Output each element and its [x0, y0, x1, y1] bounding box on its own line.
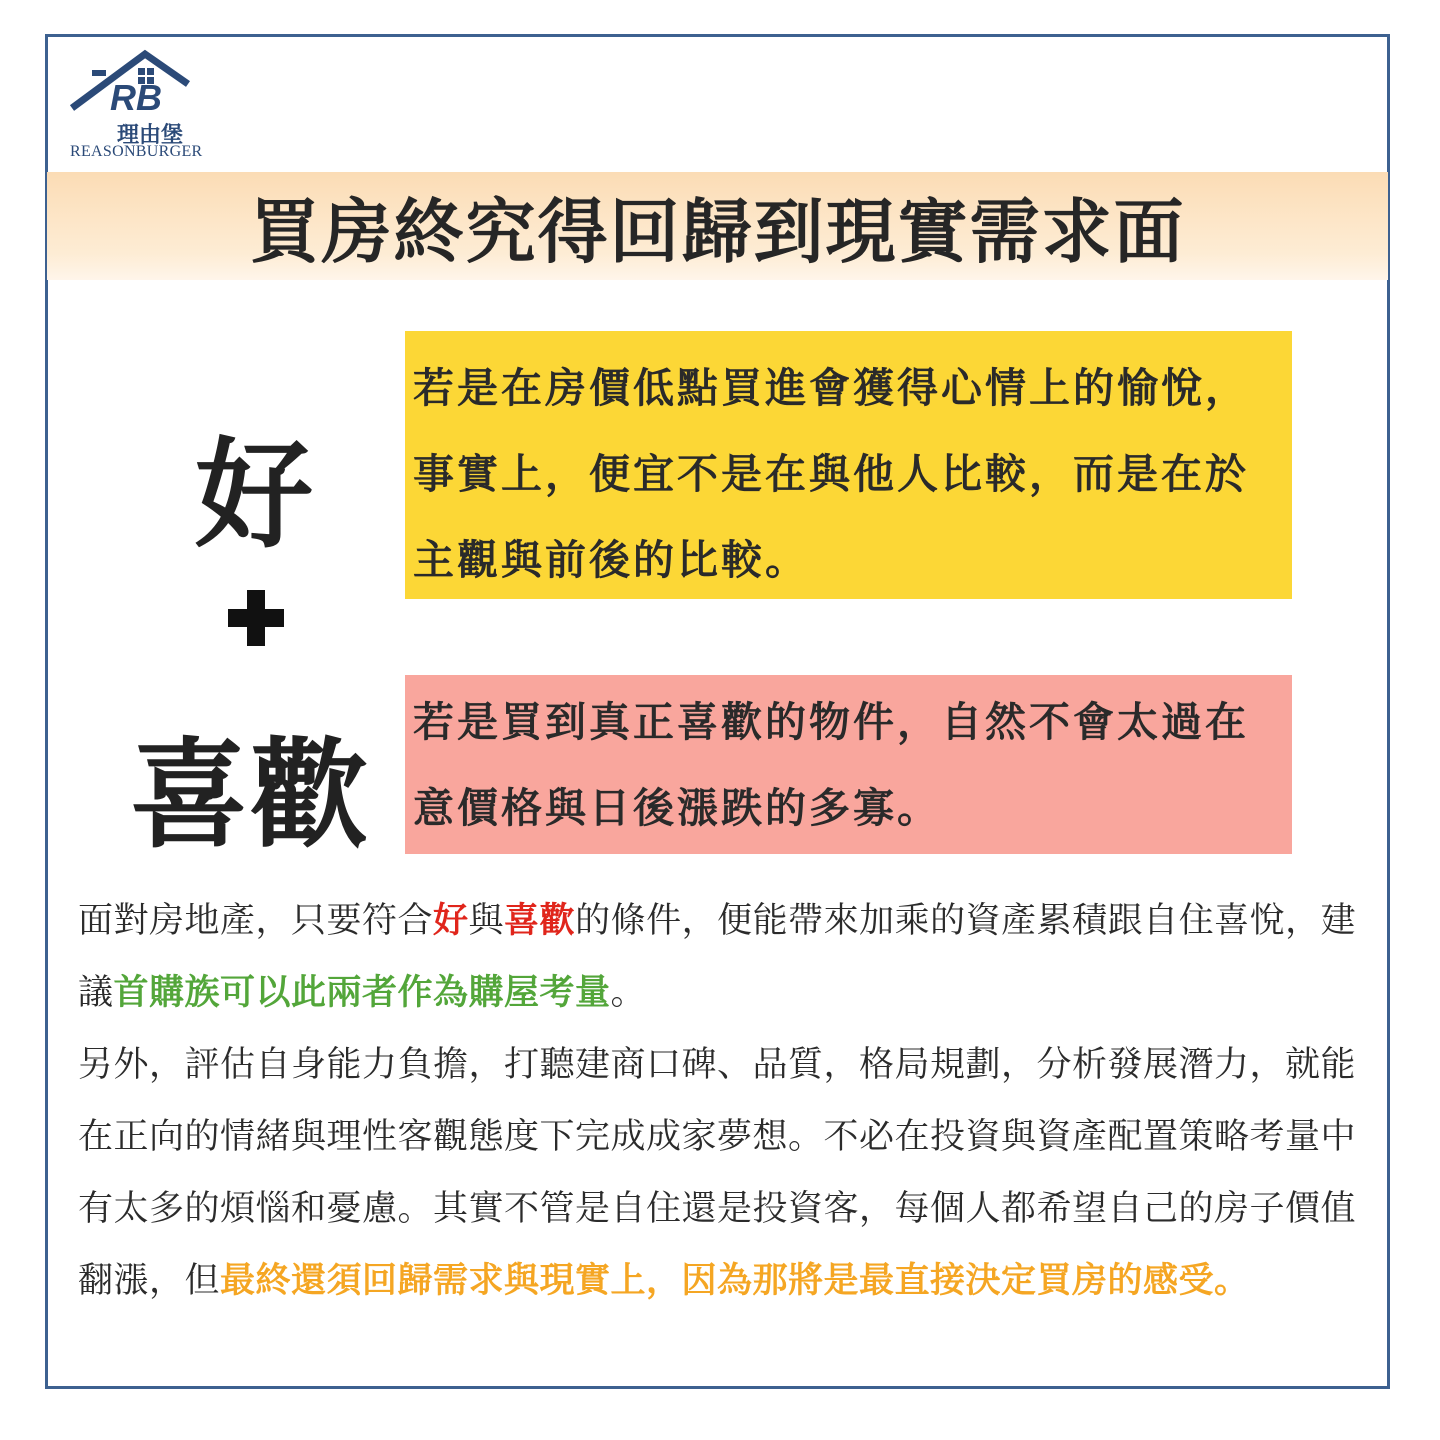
logo [70, 48, 220, 163]
p1-highlight-advice: 首購族可以此兩者作為購屋考量 [113, 973, 611, 1013]
paragraph-1 [78, 885, 1358, 1029]
keyword-like: 喜歡 [130, 726, 371, 864]
house-roof-icon [70, 48, 220, 123]
logo-name-cn: 理由堡 [116, 122, 183, 148]
good-explanation-box [405, 331, 1292, 599]
p1-text-3: 的條件，便能帶來加乘的資產累積跟自住喜悅，建議 [78, 901, 1357, 1013]
good-explanation-text: 若是在房價低點買進會獲得心情上的愉悅，事實上，便宜不是在與他人比較，而是在於主觀與前後的比較。 [413, 364, 1249, 584]
paragraph-2 [78, 1029, 1358, 1317]
plus-icon [228, 590, 284, 646]
p1-highlight-good: 好 [433, 901, 469, 941]
p2-highlight-conclusion: 最終還須回歸需求與現實上，因為那將是最直接決定買房的感受。 [220, 1261, 1250, 1301]
p1-text-2: 與 [468, 901, 505, 941]
body-text [78, 885, 1358, 1317]
p2-text-1: 另外，評估自身能力負擔，打聽建商口碑、品質，格局規劃，分析發展潛力，就能在正向的情緒與理性客觀態度下完成成家夢想。不必在投資與資產配置策略考量中有太多的煩惱和憂慮。其實不管是自住還是投資客，每個人都希望自己的房子價值翻漲，但 [78, 1045, 1357, 1301]
like-explanation-text: 若是買到真正喜歡的物件，自然不會太過在意價格與日後漲跌的多寡。 [413, 698, 1249, 832]
p1-text-4: 。 [610, 973, 647, 1013]
p1-text-1: 面對房地產，只要符合 [78, 901, 434, 941]
logo-mark: RB [110, 77, 162, 118]
title-band [47, 172, 1388, 280]
page-title: 買房終究得回歸到現實需求面 [249, 190, 1186, 273]
p1-highlight-like: 喜歡 [504, 901, 576, 941]
keyword-good: 好 [195, 426, 314, 564]
like-explanation-box [405, 675, 1292, 854]
logo-name-en: REASONBURGER [70, 143, 203, 160]
